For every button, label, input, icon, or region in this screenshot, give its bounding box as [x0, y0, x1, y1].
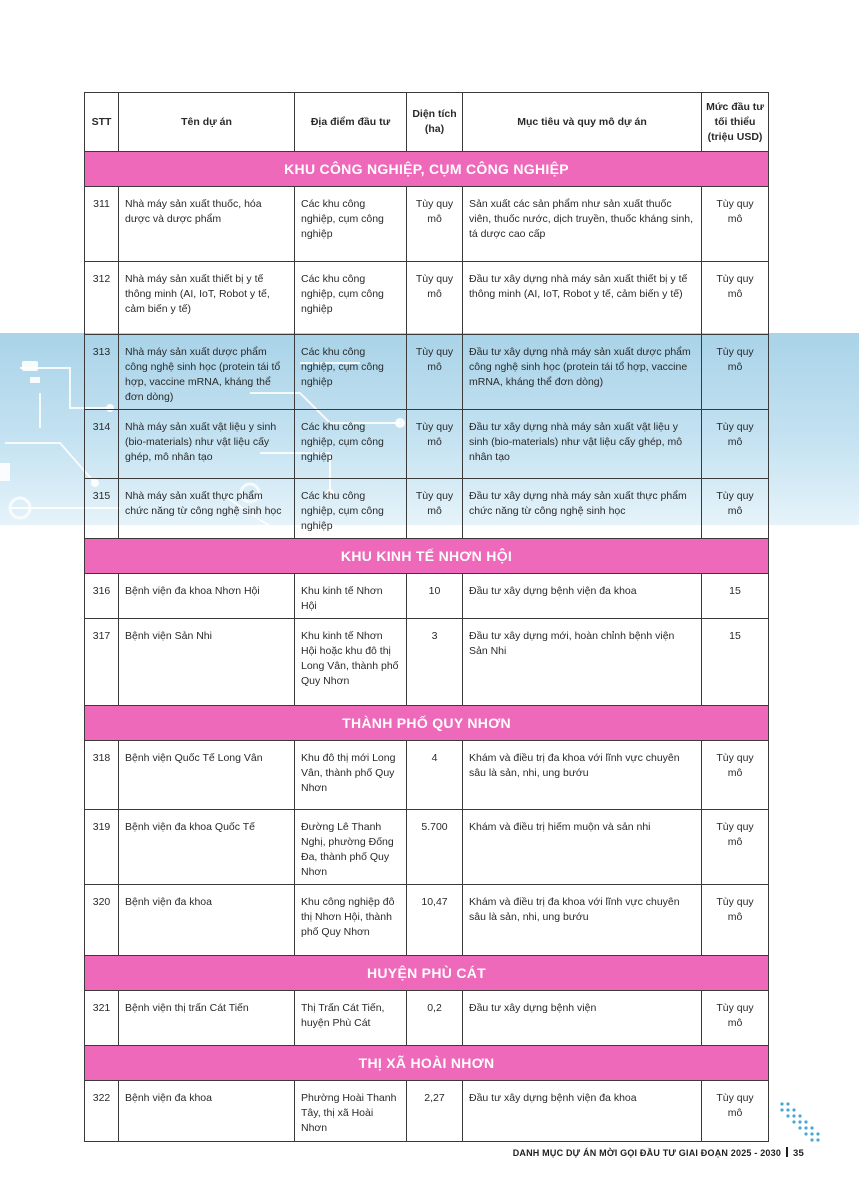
table-header-row	[85, 93, 769, 152]
cell-stt: 316	[85, 574, 119, 619]
cell-investment: Tùy quy mô	[702, 479, 769, 539]
table-row	[85, 991, 769, 1046]
cell-stt: 311	[85, 187, 119, 262]
section-row	[85, 706, 769, 741]
cell-name: Nhà máy sản xuất dược phẩm công nghệ sinh học (protein tái tổ hợp, vaccine mRNA, kháng thể đơn dòng)	[119, 335, 295, 410]
cell-goal: Đầu tư xây dựng bệnh viện	[463, 991, 702, 1046]
cell-stt: 318	[85, 741, 119, 810]
cell-name: Bệnh viện đa khoa	[119, 1081, 295, 1142]
cell-location: Các khu công nghiệp, cụm công nghiệp	[295, 262, 407, 335]
cell-goal: Khám và điều trị hiếm muộn và sản nhi	[463, 810, 702, 885]
table-row	[85, 741, 769, 810]
cell-investment: 15	[702, 619, 769, 706]
cell-area: Tùy quy mô	[407, 262, 463, 335]
cell-name: Bệnh viện Quốc Tế Long Vân	[119, 741, 295, 810]
section-row	[85, 539, 769, 574]
header-area: Diện tích (ha)	[407, 93, 463, 152]
cell-goal: Đầu tư xây dựng bệnh viện đa khoa	[463, 1081, 702, 1142]
cell-name: Bệnh viện đa khoa Quốc Tế	[119, 810, 295, 885]
section-title: THỊ XÃ HOÀI NHƠN	[85, 1046, 769, 1081]
cell-area: 3	[407, 619, 463, 706]
cell-investment: Tùy quy mô	[702, 741, 769, 810]
cell-location: Đường Lê Thanh Nghị, phường Đống Đa, thành phố Quy Nhơn	[295, 810, 407, 885]
cell-name: Bệnh viện thị trấn Cát Tiến	[119, 991, 295, 1046]
cell-investment: Tùy quy mô	[702, 885, 769, 956]
table-row	[85, 574, 769, 619]
cell-investment: 15	[702, 574, 769, 619]
cell-area: 10,47	[407, 885, 463, 956]
cell-investment: Tùy quy mô	[702, 262, 769, 335]
cell-name: Bệnh viện Sản Nhi	[119, 619, 295, 706]
cell-area: 4	[407, 741, 463, 810]
header-investment: Mức đầu tư tối thiểu (triệu USD)	[702, 93, 769, 152]
cell-goal: Đầu tư xây dựng nhà máy sản xuất thực phẩm chức năng từ công nghệ sinh học	[463, 479, 702, 539]
cell-goal: Đầu tư xây dựng nhà máy sản xuất thiết bị y tế thông minh (AI, IoT, Robot y tế, cảm biến y tế)	[463, 262, 702, 335]
cell-investment: Tùy quy mô	[702, 991, 769, 1046]
cell-area: 0,2	[407, 991, 463, 1046]
cell-stt: 320	[85, 885, 119, 956]
cell-area: 10	[407, 574, 463, 619]
cell-area: Tùy quy mô	[407, 335, 463, 410]
header-stt: STT	[85, 93, 119, 152]
cell-goal: Khám và điều trị đa khoa với lĩnh vực chuyên sâu là sản, nhi, ung bướu	[463, 885, 702, 956]
table-row	[85, 1081, 769, 1142]
table-row	[85, 187, 769, 262]
cell-location: Các khu công nghiệp, cụm công nghiệp	[295, 410, 407, 479]
page-number: 35	[793, 1148, 804, 1159]
cell-goal: Đầu tư xây dựng mới, hoàn chỉnh bệnh viện Sản Nhi	[463, 619, 702, 706]
cell-investment: Tùy quy mô	[702, 187, 769, 262]
section-title: HUYỆN PHÙ CÁT	[85, 956, 769, 991]
cell-goal: Đầu tư xây dựng bệnh viện đa khoa	[463, 574, 702, 619]
table-row	[85, 262, 769, 335]
section-title: KHU CÔNG NGHIỆP, CỤM CÔNG NGHIỆP	[85, 152, 769, 187]
cell-goal: Khám và điều trị đa khoa với lĩnh vực chuyên sâu là sản, nhi, ung bướu	[463, 741, 702, 810]
cell-stt: 315	[85, 479, 119, 539]
cell-name: Nhà máy sản xuất thực phẩm chức năng từ công nghệ sinh học	[119, 479, 295, 539]
cell-investment: Tùy quy mô	[702, 335, 769, 410]
cell-name: Bệnh viện đa khoa	[119, 885, 295, 956]
header-location: Địa điểm đầu tư	[295, 93, 407, 152]
cell-goal: Đầu tư xây dựng nhà máy sản xuất vật liệu y sinh (bio-materials) như vật liệu cấy ghép, mô nhân tạo	[463, 410, 702, 479]
cell-location: Khu đô thị mới Long Vân, thành phố Quy Nhơn	[295, 741, 407, 810]
page-footer	[0, 1147, 804, 1159]
cell-area: 2,27	[407, 1081, 463, 1142]
cell-stt: 313	[85, 335, 119, 410]
table-row	[85, 335, 769, 410]
project-table	[84, 92, 769, 1142]
cell-name: Bệnh viện đa khoa Nhơn Hội	[119, 574, 295, 619]
footer-title: DANH MỤC DỰ ÁN MỜI GỌI ĐẦU TƯ GIAI ĐOẠN 2025 - 2030	[512, 1148, 782, 1158]
table-body	[85, 152, 769, 1142]
cell-name: Nhà máy sản xuất vật liệu y sinh (bio-materials) như vật liệu cấy ghép, mô nhân tạo	[119, 410, 295, 479]
cell-area: Tùy quy mô	[407, 187, 463, 262]
cell-location: Khu kinh tế Nhơn Hội	[295, 574, 407, 619]
cell-investment: Tùy quy mô	[702, 810, 769, 885]
cell-location: Các khu công nghiệp, cụm công nghiệp	[295, 335, 407, 410]
section-title: THÀNH PHỐ QUY NHƠN	[85, 706, 769, 741]
cell-goal: Đầu tư xây dựng nhà máy sản xuất dược phẩm công nghệ sinh học (protein tái tổ hợp, vaccine mRNA, kháng thể đơn dòng)	[463, 335, 702, 410]
cell-stt: 322	[85, 1081, 119, 1142]
cell-name: Nhà máy sản xuất thuốc, hóa dược và dược phẩm	[119, 187, 295, 262]
table-row	[85, 479, 769, 539]
cell-investment: Tùy quy mô	[702, 410, 769, 479]
table-row	[85, 410, 769, 479]
section-title: KHU KINH TẾ NHƠN HỘI	[85, 539, 769, 574]
cell-stt: 319	[85, 810, 119, 885]
header-name: Tên dự án	[119, 93, 295, 152]
cell-location: Phường Hoài Thanh Tây, thị xã Hoài Nhơn	[295, 1081, 407, 1142]
cell-area: Tùy quy mô	[407, 479, 463, 539]
cell-area: 5.700	[407, 810, 463, 885]
cell-stt: 312	[85, 262, 119, 335]
table-row	[85, 619, 769, 706]
dot-pattern-decoration	[778, 1100, 824, 1146]
cell-goal: Sản xuất các sản phẩm như sản xuất thuốc viên, thuốc nước, dịch truyền, thuốc kháng sinh, tá dược cao cấp	[463, 187, 702, 262]
cell-name: Nhà máy sản xuất thiết bị y tế thông minh (AI, IoT, Robot y tế, cảm biến y tế)	[119, 262, 295, 335]
cell-stt: 321	[85, 991, 119, 1046]
cell-location: Thị Trấn Cát Tiến, huyện Phù Cát	[295, 991, 407, 1046]
cell-stt: 314	[85, 410, 119, 479]
cell-location: Các khu công nghiệp, cụm công nghiệp	[295, 479, 407, 539]
section-row	[85, 1046, 769, 1081]
cell-stt: 317	[85, 619, 119, 706]
table-row	[85, 885, 769, 956]
cell-investment: Tùy quy mô	[702, 1081, 769, 1142]
footer-separator	[786, 1147, 788, 1157]
cell-area: Tùy quy mô	[407, 410, 463, 479]
section-row	[85, 152, 769, 187]
section-row	[85, 956, 769, 991]
header-goal: Mục tiêu và quy mô dự án	[463, 93, 702, 152]
cell-location: Khu kinh tế Nhơn Hội hoặc khu đô thị Long Vân, thành phố Quy Nhơn	[295, 619, 407, 706]
cell-location: Các khu công nghiệp, cụm công nghiệp	[295, 187, 407, 262]
table-row	[85, 810, 769, 885]
cell-location: Khu công nghiệp đô thị Nhơn Hội, thành phố Quy Nhơn	[295, 885, 407, 956]
